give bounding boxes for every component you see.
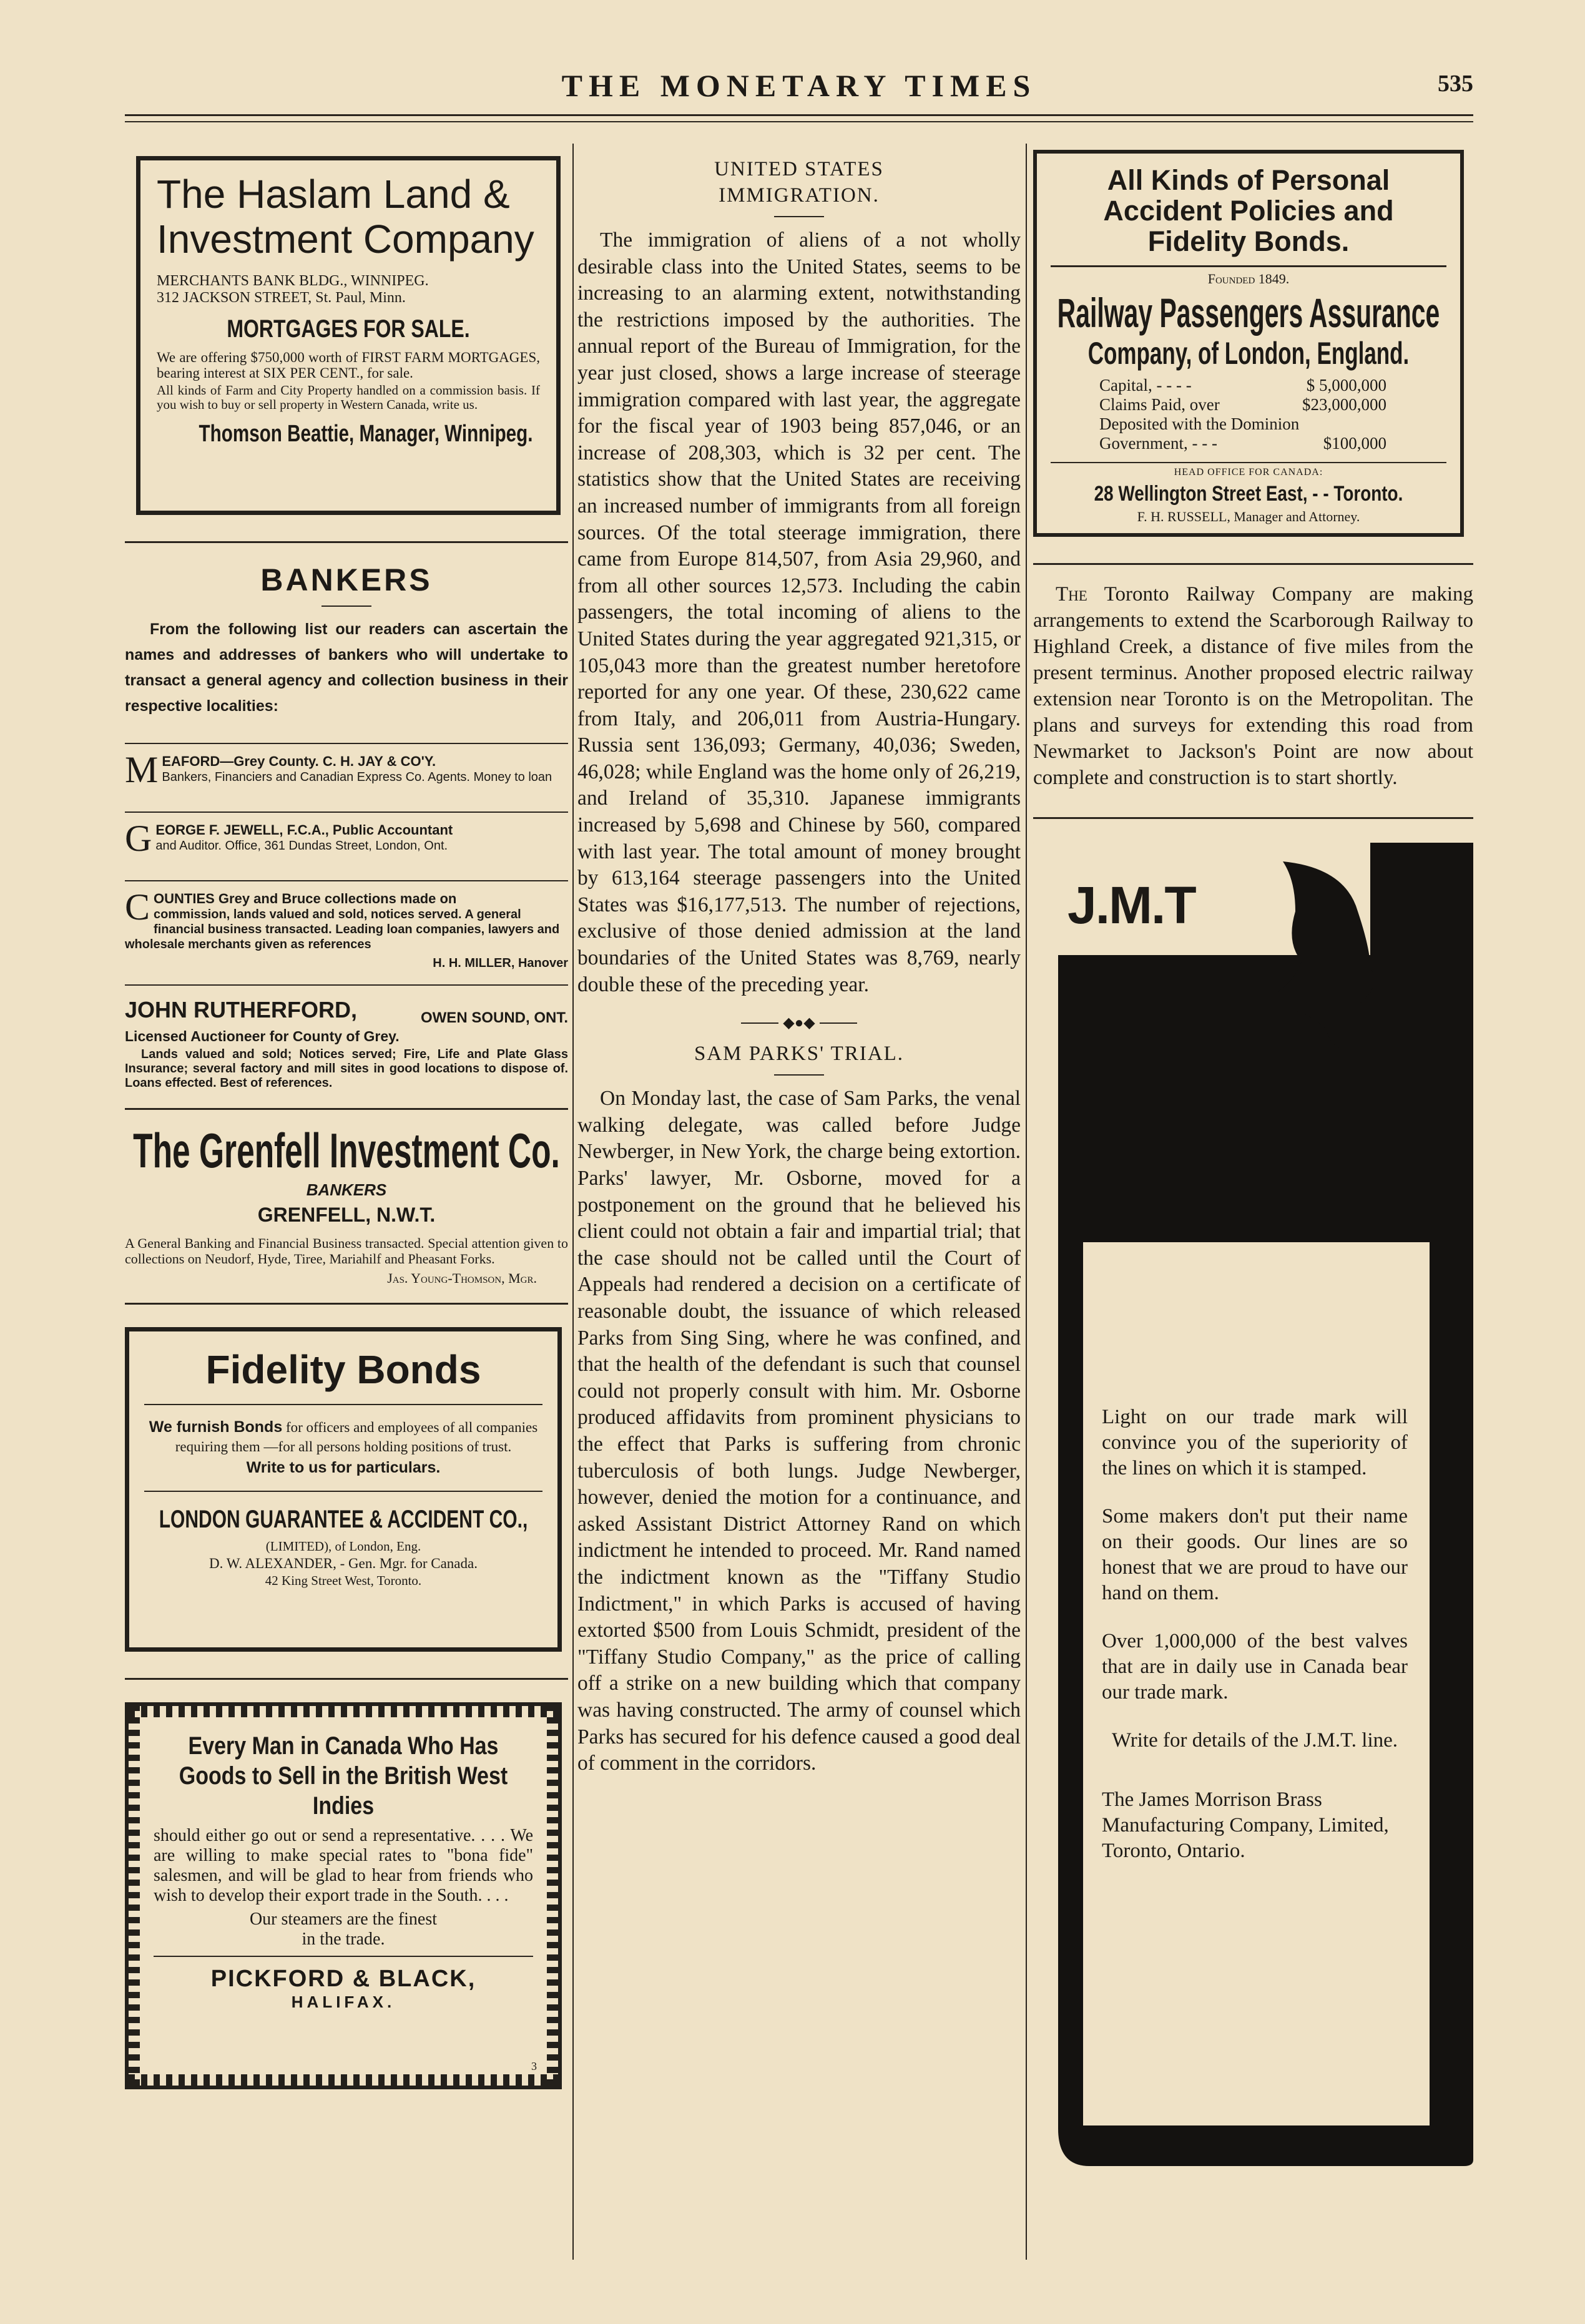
rpa-row: [1099, 414, 1386, 434]
listing-jewell-lead: EORGE F. JEWELL, F.C.A., Public Accountant: [155, 822, 453, 838]
fidelity-manager: D. W. ALEXANDER, - Gen. Mgr. for Canada.: [209, 1556, 478, 1571]
grenfell-place: GRENFELL, N.W.T.: [257, 1204, 436, 1226]
jmt-logo: J.M.T: [1067, 876, 1195, 934]
pickford-rule: [154, 1956, 533, 1957]
rutherford-name: JOHN RUTHERFORD,: [125, 997, 358, 1022]
rpa-manager: F. H. RUSSELL, Manager and Attorney.: [1137, 509, 1360, 524]
bankers-section: [125, 562, 568, 1091]
grenfell-ad: [125, 1122, 568, 1287]
right-rule-2: [1033, 817, 1473, 819]
rpa-head-office: HEAD OFFICE FOR CANADA:: [1174, 467, 1323, 478]
pickford-border-top: [129, 1706, 558, 1717]
fidelity-limited: (LIMITED), of London, Eng.: [265, 1539, 421, 1554]
listing-meaford-lead: EAFORD—Grey County. C. H. JAY & CO'Y.: [162, 753, 436, 769]
listing-jewell: [125, 818, 568, 866]
pickford-border-right: [547, 1706, 558, 2086]
rutherford-sub: Licensed Auctioneer for County of Grey.: [125, 1028, 400, 1044]
fidelity-address: 42 King Street West, Toronto.: [265, 1573, 422, 1588]
rpa-rule-2: [1051, 462, 1446, 463]
rpa-name2: Company, of London, England.: [1087, 336, 1410, 371]
jmt-copy: [1102, 1405, 1408, 1864]
bankers-rule-4: [125, 984, 568, 986]
haslam-note: All kinds of Farm and City Property handled on a commission basis. If you wish to buy or sell property in Western Canada, write us.: [157, 383, 540, 412]
immigration-title: UNITED STATES IMMIGRATION.: [714, 158, 884, 207]
page-number: 535: [1438, 71, 1473, 97]
jmt-paragraph-4: Write for details of the J.M.T. line.: [1111, 1729, 1398, 1752]
parks-short-rule: [774, 1074, 824, 1076]
pickford-border-bottom: [129, 2074, 558, 2086]
grenfell-body: A General Banking and Financial Business transacted. Special attention given to collections on Neudorf, Hyde, Tiree, Mariahilf and Pheasant Forks.: [125, 1235, 568, 1267]
left-rule-1: [125, 541, 568, 543]
listing-meaford: [125, 749, 568, 798]
grenfell-signature: Jas. Young-Thomson, Mgr.: [387, 1270, 537, 1286]
rpa-row-label: Claims Paid, over: [1099, 395, 1220, 414]
grenfell-sub: BANKERS: [306, 1180, 387, 1199]
bankers-rule-2: [125, 811, 568, 813]
haslam-name: The Haslam Land & Investment Company: [157, 172, 534, 262]
left-rule-4: [125, 1678, 568, 1680]
haslam-manager: Thomson Beattie, Manager, Winnipeg.: [199, 421, 533, 447]
listing-meaford-body: Bankers, Financiers and Canadian Express Co. Agents. Money to loan: [162, 770, 552, 784]
pickford-body: should either go out or send a representative. . . . We are willing to make special rates to "bona fide" salesmen, and will be glad to hear from friends who wish to develop their export trade in the South. . . .: [154, 1826, 533, 1905]
toronto-railway-body: Toronto Railway Company are making arrangements to extend the Scarborough Railway to Highland Creek, a distance of five miles from the present terminus. Another proposed electric railway extension near Toronto is on the Metropolitan. The plans and surveys for extending this road from Newmarket to Jackson's Point are now about complete and construction is to start shortly.: [1033, 583, 1473, 789]
haslam-address-1: MERCHANTS BANK BLDG., WINNIPEG.: [157, 273, 429, 289]
fidelity-company: LONDON GUARANTEE & ACCIDENT CO.,: [159, 1506, 528, 1533]
fidelity-title: Fidelity Bonds: [205, 1347, 481, 1392]
rpa-row: [1099, 376, 1386, 395]
jmt-paragraph-1: Light on our trade mark will convince you of the superiority of the lines on which it is stamped.: [1102, 1406, 1408, 1479]
ornament-divider: ◆●◆: [577, 1012, 1021, 1032]
left-rule-2: [125, 1108, 568, 1110]
rpa-row-label: Capital, - - - -: [1099, 376, 1192, 395]
header-rule-bottom: [125, 121, 1473, 122]
parks-title: SAM PARKS' TRIAL.: [694, 1042, 905, 1066]
fidelity-ad: [125, 1327, 562, 1652]
jmt-paragraph-5: The James Morrison Brass Manufacturing Company, Limited, Toronto, Ontario.: [1102, 1788, 1389, 1862]
listing-counties-body: commission, lands valued and sold, notices served. A general financial business transacted. Leading loan companies, lawyers and wholesale merchants given as references: [125, 908, 560, 951]
pickford-steamers: Our steamers are the finest in the trade.: [249, 1910, 438, 1949]
haslam-ad: [136, 156, 561, 515]
rpa-rows: [1099, 376, 1386, 453]
bankers-short-rule: [321, 606, 371, 607]
fidelity-line2: Write to us for particulars.: [246, 1459, 441, 1476]
bankers-title: BANKERS: [260, 562, 433, 597]
railway-passengers-ad: [1033, 150, 1464, 537]
toronto-railway-item: [1033, 581, 1473, 791]
pickford-headline: Every Man in Canada Who Has Goods to Sell in the British West Indies: [179, 1732, 508, 1820]
rpa-row-value: $100,000: [1323, 434, 1386, 453]
rpa-founded: Founded 1849.: [1207, 271, 1290, 287]
rpa-row-label: Deposited with the Dominion: [1099, 414, 1300, 433]
listing-rutherford: [125, 997, 568, 1091]
fidelity-line1-bold: We furnish Bonds: [149, 1418, 283, 1436]
immigration-body: The immigration of aliens of a not wholly desirable class into the United States, seems to be increasing to an alarming extent, notwithstanding the restrictions imposed by the authorities. The annual report of the Bureau of Immigration, for the year just closed, shows a large increase of steerage immigration compared with last year, the aggregate for the fiscal year of 1903 being 857,046, or an increase of 208,303, which is 32 per cent. The statistics show that the United States are receiving an increased number of immigrants from all foreign sources. Of the total steerage immigration, there came from Europe 814,507, from Asia 29,960, and from all other sources 12,573. Including the cabin passengers, the total incoming of aliens to the United States during the year aggregated 921,315, or 105,043 more than the greatest number heretofore reported for any one year. Of these, 230,622 came from Italy, and 206,011 from Austria-Hungary. Russia sent 136,093; Germany, 40,036; Sweden, 46,028; while England was the home only of 26,219, and Ireland of 35,310. Japanese immigrants increased by 5,698 and Chinese by 560, compared with last year. The total amount of money brought by 613,164 steerage passengers into the United States was $16,177,513. The number of rejections, exclusive of those denied admission at the land boundaries of the United States was 8,769, nearly double these of the preceding year.: [577, 228, 1021, 996]
left-rule-3: [125, 1303, 568, 1305]
listing-counties-cap: C: [125, 886, 150, 928]
haslam-address-2: 312 JACKSON STREET, St. Paul, Minn.: [157, 290, 406, 306]
bankers-rule-1: [125, 743, 568, 744]
rpa-row-value: $23,000,000: [1302, 395, 1386, 414]
rpa-headline: All Kinds of Personal Accident Policies and Fidelity Bonds.: [1103, 164, 1394, 257]
bankers-rule-3: [125, 880, 568, 881]
listing-counties-signature: H. H. MILLER, Hanover: [433, 956, 568, 970]
rpa-name1: Railway Passengers Assurance: [1057, 290, 1440, 336]
rpa-row-value: $ 5,000,000: [1306, 376, 1386, 395]
column-divider-left: [572, 144, 574, 2260]
header-rule-top: [125, 114, 1473, 116]
rpa-row: [1099, 434, 1386, 453]
rpa-row: [1099, 395, 1386, 414]
page-header: [125, 67, 1473, 117]
pickford-border-left: [129, 1706, 140, 2086]
column-divider-right: [1026, 144, 1027, 2260]
parks-body: On Monday last, the case of Sam Parks, the venal walking delegate, was called before Judge Newberger, in New York, the charge being extortion. Parks' lawyer, Mr. Osborne, moved for a postponement on the ground that he believed his client could not obtain a fair and impartial trial; that the case should not be called until the Court of Appeals had rendered a decision on a certificate of reasonable doubt, the issuance of which released Parks from Sing Sing, where he was confined, and that the health of the defendant is such that counsel could not properly consult with him. Mr. Osborne produced affidavits from prominent physicians to the effect that Parks is suffering from chronic tuberculosis of both lungs. Judge Newberger, however, denied the motion for a continuance, and asked Assistant District Attorney Rand on which indictment he intended to proceed. Mr. Rand named the indictment known as the "Tiffany Studio Indictment," in which Parks is accused of having extorted $500 from Louis Schmidt, president of the "Tiffany Studio Company," as the price of calling off a strike on a new building which that company was having constructed. The army of counsel which Parks has secured for his defence caused a good deal of comment in the corridors.: [577, 1087, 1021, 1775]
rpa-row-label: Government, - - -: [1099, 434, 1217, 453]
pickford-place: HALIFAX.: [291, 1993, 396, 2011]
bankers-intro: From the following list our readers can ascertain the names and addresses of bankers who will undertake to transact a general agency and collection business in their respective localities:: [125, 620, 568, 715]
rpa-address: 28 Wellington Street East, - - Toronto.: [1094, 482, 1403, 506]
listing-jewell-body: and Auditor. Office, 361 Dundas Street, London, Ont.: [155, 839, 448, 853]
pickford-name: PICKFORD & BLACK,: [210, 1966, 476, 1992]
running-title: THE MONETARY TIMES: [561, 68, 1037, 103]
right-rule-1: [1033, 563, 1473, 565]
right-column: [1033, 150, 1473, 2185]
grenfell-name: The Grenfell Investment Co.: [133, 1123, 560, 1178]
listing-jewell-cap: G: [125, 818, 152, 859]
left-column: [125, 156, 568, 2089]
fidelity-paragraph: [144, 1418, 542, 1456]
middle-column: [577, 156, 1021, 1777]
rutherford-place: OWEN SOUND, ONT.: [420, 1009, 568, 1026]
fidelity-line1-rest: for officers and employees of all companies requiring them —for all persons holding positions of trust.: [175, 1419, 538, 1454]
haslam-heading: MORTGAGES FOR SALE.: [227, 315, 470, 343]
pickford-number: 3: [531, 2060, 537, 2072]
jmt-ad: [1033, 843, 1473, 2185]
fidelity-rule-2: [144, 1491, 542, 1492]
immigration-short-rule: [774, 216, 824, 217]
jmt-paragraph-3: Over 1,000,000 of the best valves that are in daily use in Canada bear our trade mark.: [1102, 1630, 1408, 1704]
listing-counties: [125, 886, 568, 971]
rpa-rule-1: [1051, 265, 1446, 267]
listing-meaford-cap: M: [125, 749, 159, 790]
haslam-offer: We are offering $750,000 worth of FIRST FARM MORTGAGES, bearing interest at SIX PER CENT., for sale.: [157, 350, 540, 381]
rutherford-body: Lands valued and sold; Notices served; Fire, Life and Plate Glass Insurance; several factory and mill sites in good locations to dispose of. Loans effected. Best of references.: [125, 1047, 568, 1090]
fidelity-rule-1: [144, 1404, 542, 1405]
jmt-paragraph-2: Some makers don't put their name on their goods. Our lines are so honest that we are proud to have our hand on them.: [1102, 1505, 1408, 1604]
pickford-ad: [125, 1702, 562, 2089]
listing-counties-lead: OUNTIES Grey and Bruce collections made on: [154, 891, 457, 906]
toronto-railway-lead: The: [1056, 583, 1087, 606]
